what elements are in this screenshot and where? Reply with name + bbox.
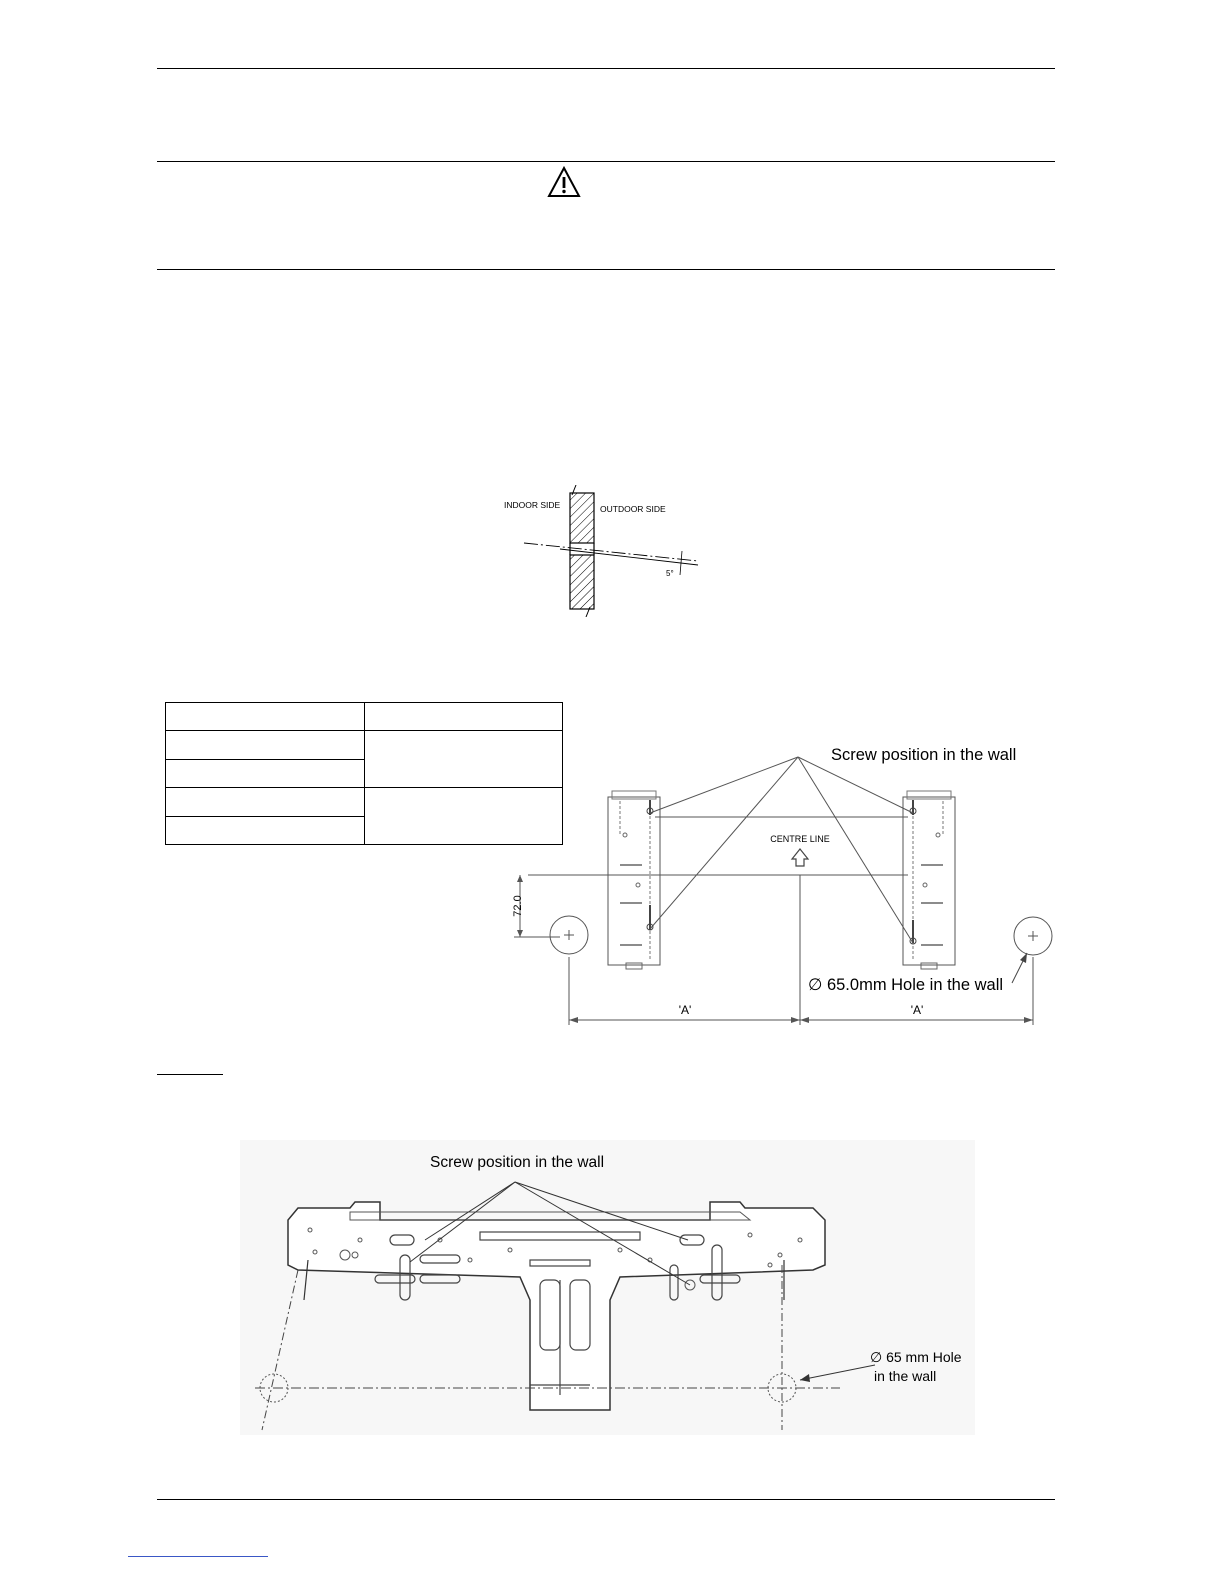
dimension-a-left: 'A': [678, 1003, 692, 1017]
hole-label-2-line2: in the wall: [874, 1368, 937, 1384]
table-row: [166, 703, 563, 731]
wall-section-diagram: [500, 485, 710, 617]
caution-rule-top: [157, 161, 1055, 162]
mounting-plate-diagram-1: [500, 735, 1060, 1030]
table-cell: [166, 816, 365, 844]
hole-label-2-line1: ∅ 65 mm Hole: [870, 1349, 962, 1365]
table-cell: [166, 731, 365, 759]
outdoor-side-label: OUTDOOR SIDE: [600, 504, 666, 514]
caution-rule-bottom: [157, 269, 1055, 270]
screw-position-label-2: Screw position in the wall: [430, 1154, 605, 1171]
offset-dimension-label: 72.0: [512, 895, 524, 917]
table-cell: [166, 759, 365, 787]
dimension-a-right: 'A': [910, 1003, 924, 1017]
footer-rule: [157, 1499, 1055, 1500]
header-rule-top: [157, 68, 1055, 69]
indoor-side-label: INDOOR SIDE: [504, 500, 561, 510]
mounting-plate-diagram-2: [240, 1140, 975, 1435]
centre-line-label: CENTRE LINE: [770, 834, 830, 844]
bracket-right: [903, 791, 955, 969]
table-cell: [166, 788, 365, 816]
table-cell: [166, 703, 365, 731]
table-cell: [364, 703, 563, 731]
screw-position-label: Screw position in the wall: [831, 746, 1017, 764]
note-label: [157, 1052, 223, 1075]
warning-icon: [547, 166, 581, 198]
bracket-left: [608, 791, 660, 969]
footer-link-underline: [128, 1556, 268, 1557]
hole-label: ∅ 65.0mm Hole in the wall: [808, 976, 1004, 994]
angle-label: 5°: [666, 569, 674, 578]
